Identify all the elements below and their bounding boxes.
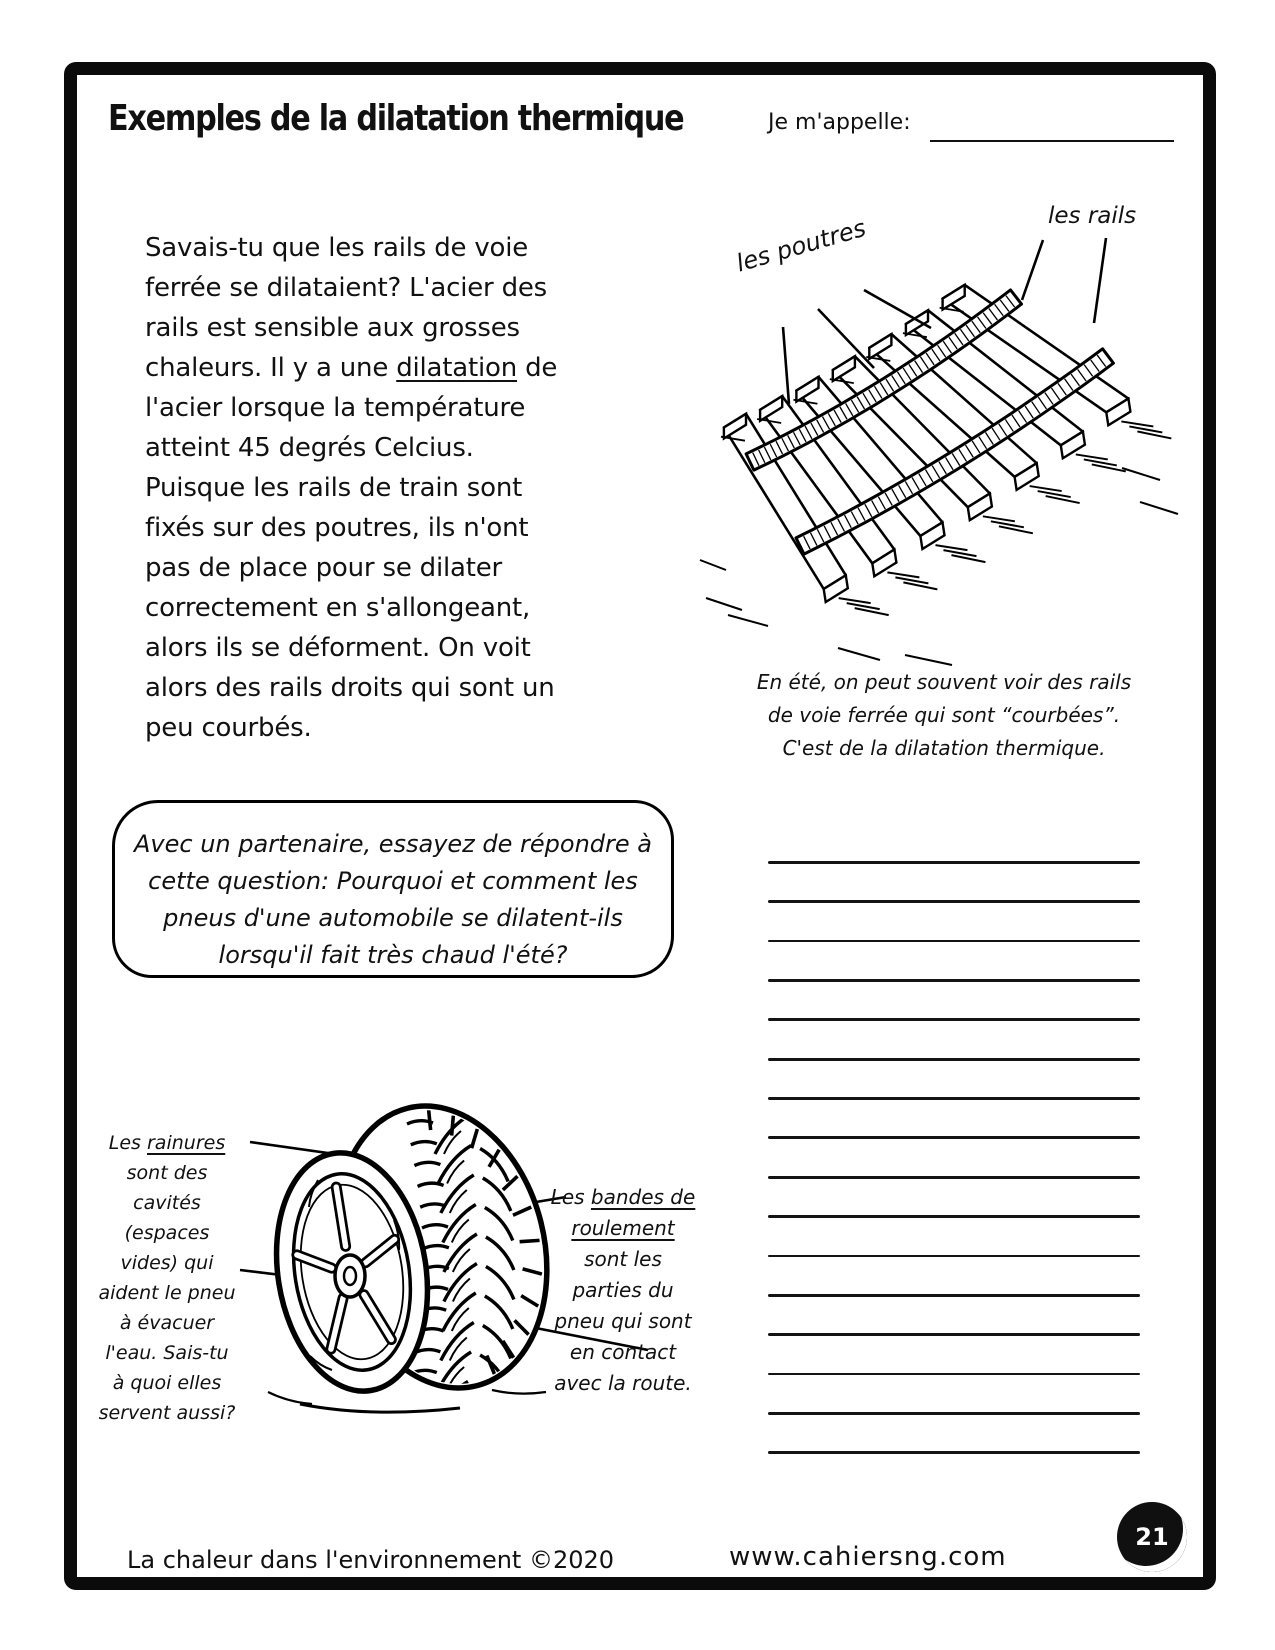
label-line: à évacuer: [119, 1312, 215, 1334]
label-line: en contact: [569, 1340, 677, 1364]
label-line: avec la route.: [554, 1371, 692, 1395]
label-line: vides) qui: [120, 1252, 214, 1274]
connector-les-rails-1: [1022, 240, 1043, 300]
label-line: sont les: [584, 1247, 662, 1271]
rail-figure-caption: [744, 666, 1144, 765]
answer-line: [768, 1136, 1140, 1139]
name-blank-line: [930, 112, 1174, 142]
answer-line: [768, 900, 1140, 903]
paragraph-line: peu courbés.: [145, 713, 312, 743]
paragraph-line-with-underline: [145, 348, 557, 388]
paragraph-line: alors des rails droits qui sont un: [145, 673, 555, 703]
label-line: servent aussi?: [98, 1402, 236, 1424]
partner-question-text: [118, 826, 668, 974]
answer-line: [768, 1294, 1140, 1297]
text-segment: Les: [550, 1185, 591, 1209]
paragraph-line: pas de place pour se dilater: [145, 553, 503, 583]
question-line: cette question: Pourquoi et comment les: [148, 867, 638, 895]
answer-line: [768, 1373, 1140, 1376]
page-title: Exemples de la dilatation thermique: [108, 98, 684, 139]
wheel-hub: [335, 1255, 365, 1297]
answer-line: [768, 1451, 1140, 1454]
tire-left-label: [88, 1128, 246, 1428]
label-line: sont des: [126, 1162, 208, 1184]
answer-line: [768, 1097, 1140, 1100]
answer-line: [768, 861, 1140, 864]
label-line: à quoi elles: [112, 1372, 222, 1394]
label-les-poutres: les poutres: [733, 213, 869, 278]
question-line: pneus d'une automobile se dilatent-ils: [163, 904, 623, 932]
answer-line: [768, 1333, 1140, 1336]
connector-les-poutres-2: [818, 309, 874, 368]
text-segment: chaleurs. Il y a une: [145, 353, 397, 383]
paragraph-line: atteint 45 degrés Celcius.: [145, 433, 474, 463]
label-line: parties du: [572, 1278, 674, 1302]
label-line: l'eau. Sais-tu: [105, 1342, 229, 1364]
paragraph-line: rails est sensible aux grosses: [145, 313, 520, 343]
underlined-term-roulement: roulement: [571, 1216, 675, 1240]
label-les-rails: les rails: [1048, 203, 1137, 229]
tire-illustration: [260, 1084, 575, 1420]
label-line: pneu qui sont: [554, 1309, 692, 1333]
tire-ground-shadow: [268, 1392, 312, 1404]
label-line: cavités: [133, 1192, 201, 1214]
answer-line: [768, 1176, 1140, 1179]
label-line: (espaces: [124, 1222, 210, 1244]
connector-les-poutres-3: [864, 290, 931, 328]
paragraph-line: Puisque les rails de train sont: [145, 473, 523, 503]
text-segment: de: [517, 353, 558, 383]
tire-ground-shadow: [300, 1404, 460, 1412]
paragraph-line: correctement en s'allongeant,: [145, 593, 531, 623]
label-line: [543, 1182, 703, 1213]
answer-writing-lines: [768, 861, 1140, 1461]
paragraph-line: fixés sur des poutres, ils n'ont: [145, 513, 529, 543]
underlined-term-bandes: bandes de: [590, 1185, 696, 1209]
text-segment: Les: [108, 1132, 147, 1154]
question-line: Avec un partenaire, essayez de répondre à: [134, 830, 652, 858]
underlined-term-dilatation: dilatation: [396, 353, 518, 383]
answer-line: [768, 979, 1140, 982]
connector-les-poutres-1: [783, 327, 789, 404]
paragraph-line: l'acier lorsque la température: [145, 393, 526, 423]
tire-ground-shadow: [492, 1390, 546, 1394]
connector-les-rails-2: [1094, 238, 1106, 323]
question-line: lorsqu'il fait très chaud l'été?: [218, 941, 568, 969]
paragraph-line: Savais-tu que les rails de voie: [145, 233, 529, 263]
footer-copyright: La chaleur dans l'environnement ©2020: [127, 1546, 615, 1574]
caption-line: de voie ferrée qui sont “courbées”.: [767, 703, 1121, 727]
page-number: 21: [1135, 1523, 1169, 1551]
underlined-term-rainures: rainures: [147, 1132, 226, 1154]
paragraph-line: ferrée se dilataient? L'acier des: [145, 273, 548, 303]
answer-line: [768, 940, 1140, 943]
answer-line: [768, 1018, 1140, 1021]
name-label: Je m'appelle:: [768, 110, 911, 135]
answer-line: [768, 1255, 1140, 1258]
label-line: [88, 1128, 246, 1158]
tire-right-label: [543, 1182, 703, 1399]
page-number-badge: [1117, 1502, 1187, 1572]
caption-line: En été, on peut souvent voir des rails: [756, 670, 1132, 694]
answer-line: [768, 1215, 1140, 1218]
answer-line: [768, 1412, 1140, 1415]
caption-line: C'est de la dilatation thermique.: [782, 736, 1106, 760]
answer-line: [768, 1058, 1140, 1061]
label-line: aident le pneu: [98, 1282, 236, 1304]
paragraph-line: alors ils se déforment. On voit: [145, 633, 531, 663]
footer-website: www.cahiersng.com: [729, 1542, 1007, 1572]
main-paragraph: [145, 228, 557, 748]
